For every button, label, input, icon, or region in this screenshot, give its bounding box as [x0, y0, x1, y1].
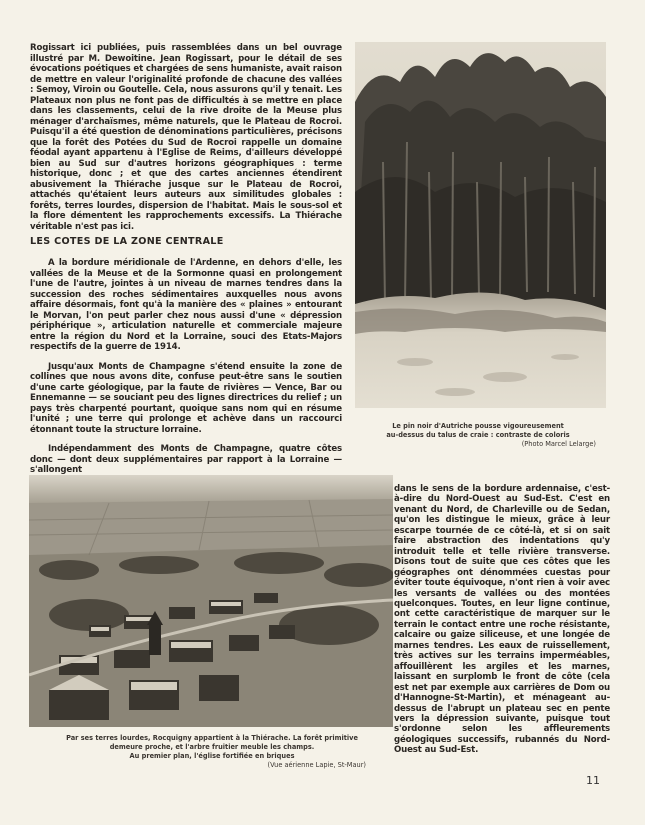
pine-caption-line-2: au-dessus du talus de craie : contraste de coloris — [386, 431, 570, 439]
pine-caption-line-1: Le pin noir d'Autriche pousse vigoureusement — [392, 422, 564, 430]
right-paragraph: dans le sens de la bordure ardennaise, c'est-à-dire du Nord-Ouest au Sud-Est. C'est en venant du Nord, de Charleville ou de Sedan, qu'on les distingue le mieux, grâce à leur escarpe tournée de ce côté-là, et si on sait faire abstraction des indentations qu'y introduit telle et telle rivière transverse. Disons tout de suite que ces côtes que les géographes ont dénommées cuestas pour éviter toute équivoque, n'ont rien à voir avec les versants de vallées ou des montées quelconques. Toutes, en leur ligne continue, ont cette caractéristique de marquer sur le terrain le contact entre une roche résistante, calcaire ou gaize siliceuse, et une longée de marnes tendres. Les eaux de ruissellement, très actives sur les terrains imperméables, affouillèrent les argiles et les marnes, laissant en surplomb le front de côte (cela est net par exemple aux carrières de Dom ou d'Hannogne-St-Martin), et ménageant au-dessus de l'abrupt un plateau sec en pente vers la dépression suivante, puisque tout s'ordonne selon les affleurements géologiques successifs, rubannés du Nord-Ouest au Sud-Est. — [394, 484, 610, 756]
page-number: 11 — [586, 774, 600, 787]
pine-photo-credit: (Photo Marcel Lelarge) — [521, 440, 596, 448]
aerial-caption-line-3: Au premier plan, l'église fortifiée en briques — [129, 752, 295, 760]
section-paragraph-1: A la bordure méridionale de l'Ardenne, en dehors d'elle, les vallées de la Meuse et de la Sormonne quasi en prolongement l'une de l'autre, jointes à un niveau de marnes tendres dans la succession des roches sédimentaires auxquelles nous avons affaire désormais, font qu'à la manière des « plaines » entourant le Morvan, l'on peut parler chez nous aussi d'une « dépression périphérique », articulation naturelle et commerciale majeure entre la région du Nord et la Lorraine, souci des Etats-Majors respectifs de la guerre de 1914. — [30, 258, 342, 352]
pine-photo-caption — [358, 422, 598, 449]
intro-text-column — [30, 43, 342, 232]
aerial-photo-credit: (Vue aérienne Lapie, St-Maur) — [267, 761, 366, 769]
aerial-photo-caption — [30, 734, 394, 770]
page-edge — [645, 0, 650, 825]
aerial-caption-line-1: Par ses terres lourdes, Rocquigny appartient à la Thiérache. La forêt primitive — [66, 734, 358, 742]
section-heading: LES COTES DE LA ZONE CENTRALE — [30, 236, 224, 247]
aerial-village-photo — [29, 475, 393, 727]
section-text-column — [30, 258, 342, 476]
intro-paragraph: Rogissart ici publiées, puis rassemblées dans un bel ouvrage illustré par M. Dewoitine. Jean Rogissart, pour le détail de ses évocations poétiques et chargées de sens humaniste, avait raison de mettre en valeur l'originalité profonde de chacune des vallées : Semoy, Viroin ou Goutelle. Cela, nous assurons qu'il y tenait. Les Plateaux non plus ne font pas de difficultés à se mettre en place dans les classements, celui de la rive droite de la Meuse plus ménager d'archaïsmes, même naturels, que le Plateau de Rocroi. Puisqu'il a été question de dénominations particulières, précisons que la forêt des Potées du Sud de Rocroi rappelle un domaine féodal ayant appartenu à l'Eglise de Reims, d'ailleurs développé bien au Sud sur d'autres horizons géographiques : terme historique, donc ; et que des cartes anciennes étendirent abusivement la Thiérache jusque sur le Plateau de Rocroi, attachés qu'étaient leurs auteurs aux similitudes globales : forêts, terres lourdes, dispersion de l'habitat. Mais le sous-sol et la flore démentent les rapprochements excessifs. La Thiérache véritable n'est pas ici. — [30, 43, 342, 232]
aerial-caption-line-2: demeure proche, et l'arbre fruitier meuble les champs. — [109, 743, 315, 751]
section-paragraph-3: Indépendamment des Monts de Champagne, quatre côtes donc — dont deux supplémentaires par rapport à la Lorraine — s'allongent — [30, 444, 342, 475]
pine-forest-photo — [355, 42, 606, 408]
right-text-column — [394, 484, 610, 756]
section-paragraph-2: Jusqu'aux Monts de Champagne s'étend ensuite la zone de collines que nous avons dite, confuse peut-être sans le soutien d'une carte géologique, par la faute de rivières — Vence, Bar ou Ennemanne — se souciant peu des lignes directrices du relief ; un pays très charpenté pourtant, quoique sans nom qui en résume l'unité ; une terre qui prolonge et achève dans un raccourci étonnant toute la structure lorraine. — [30, 361, 342, 435]
